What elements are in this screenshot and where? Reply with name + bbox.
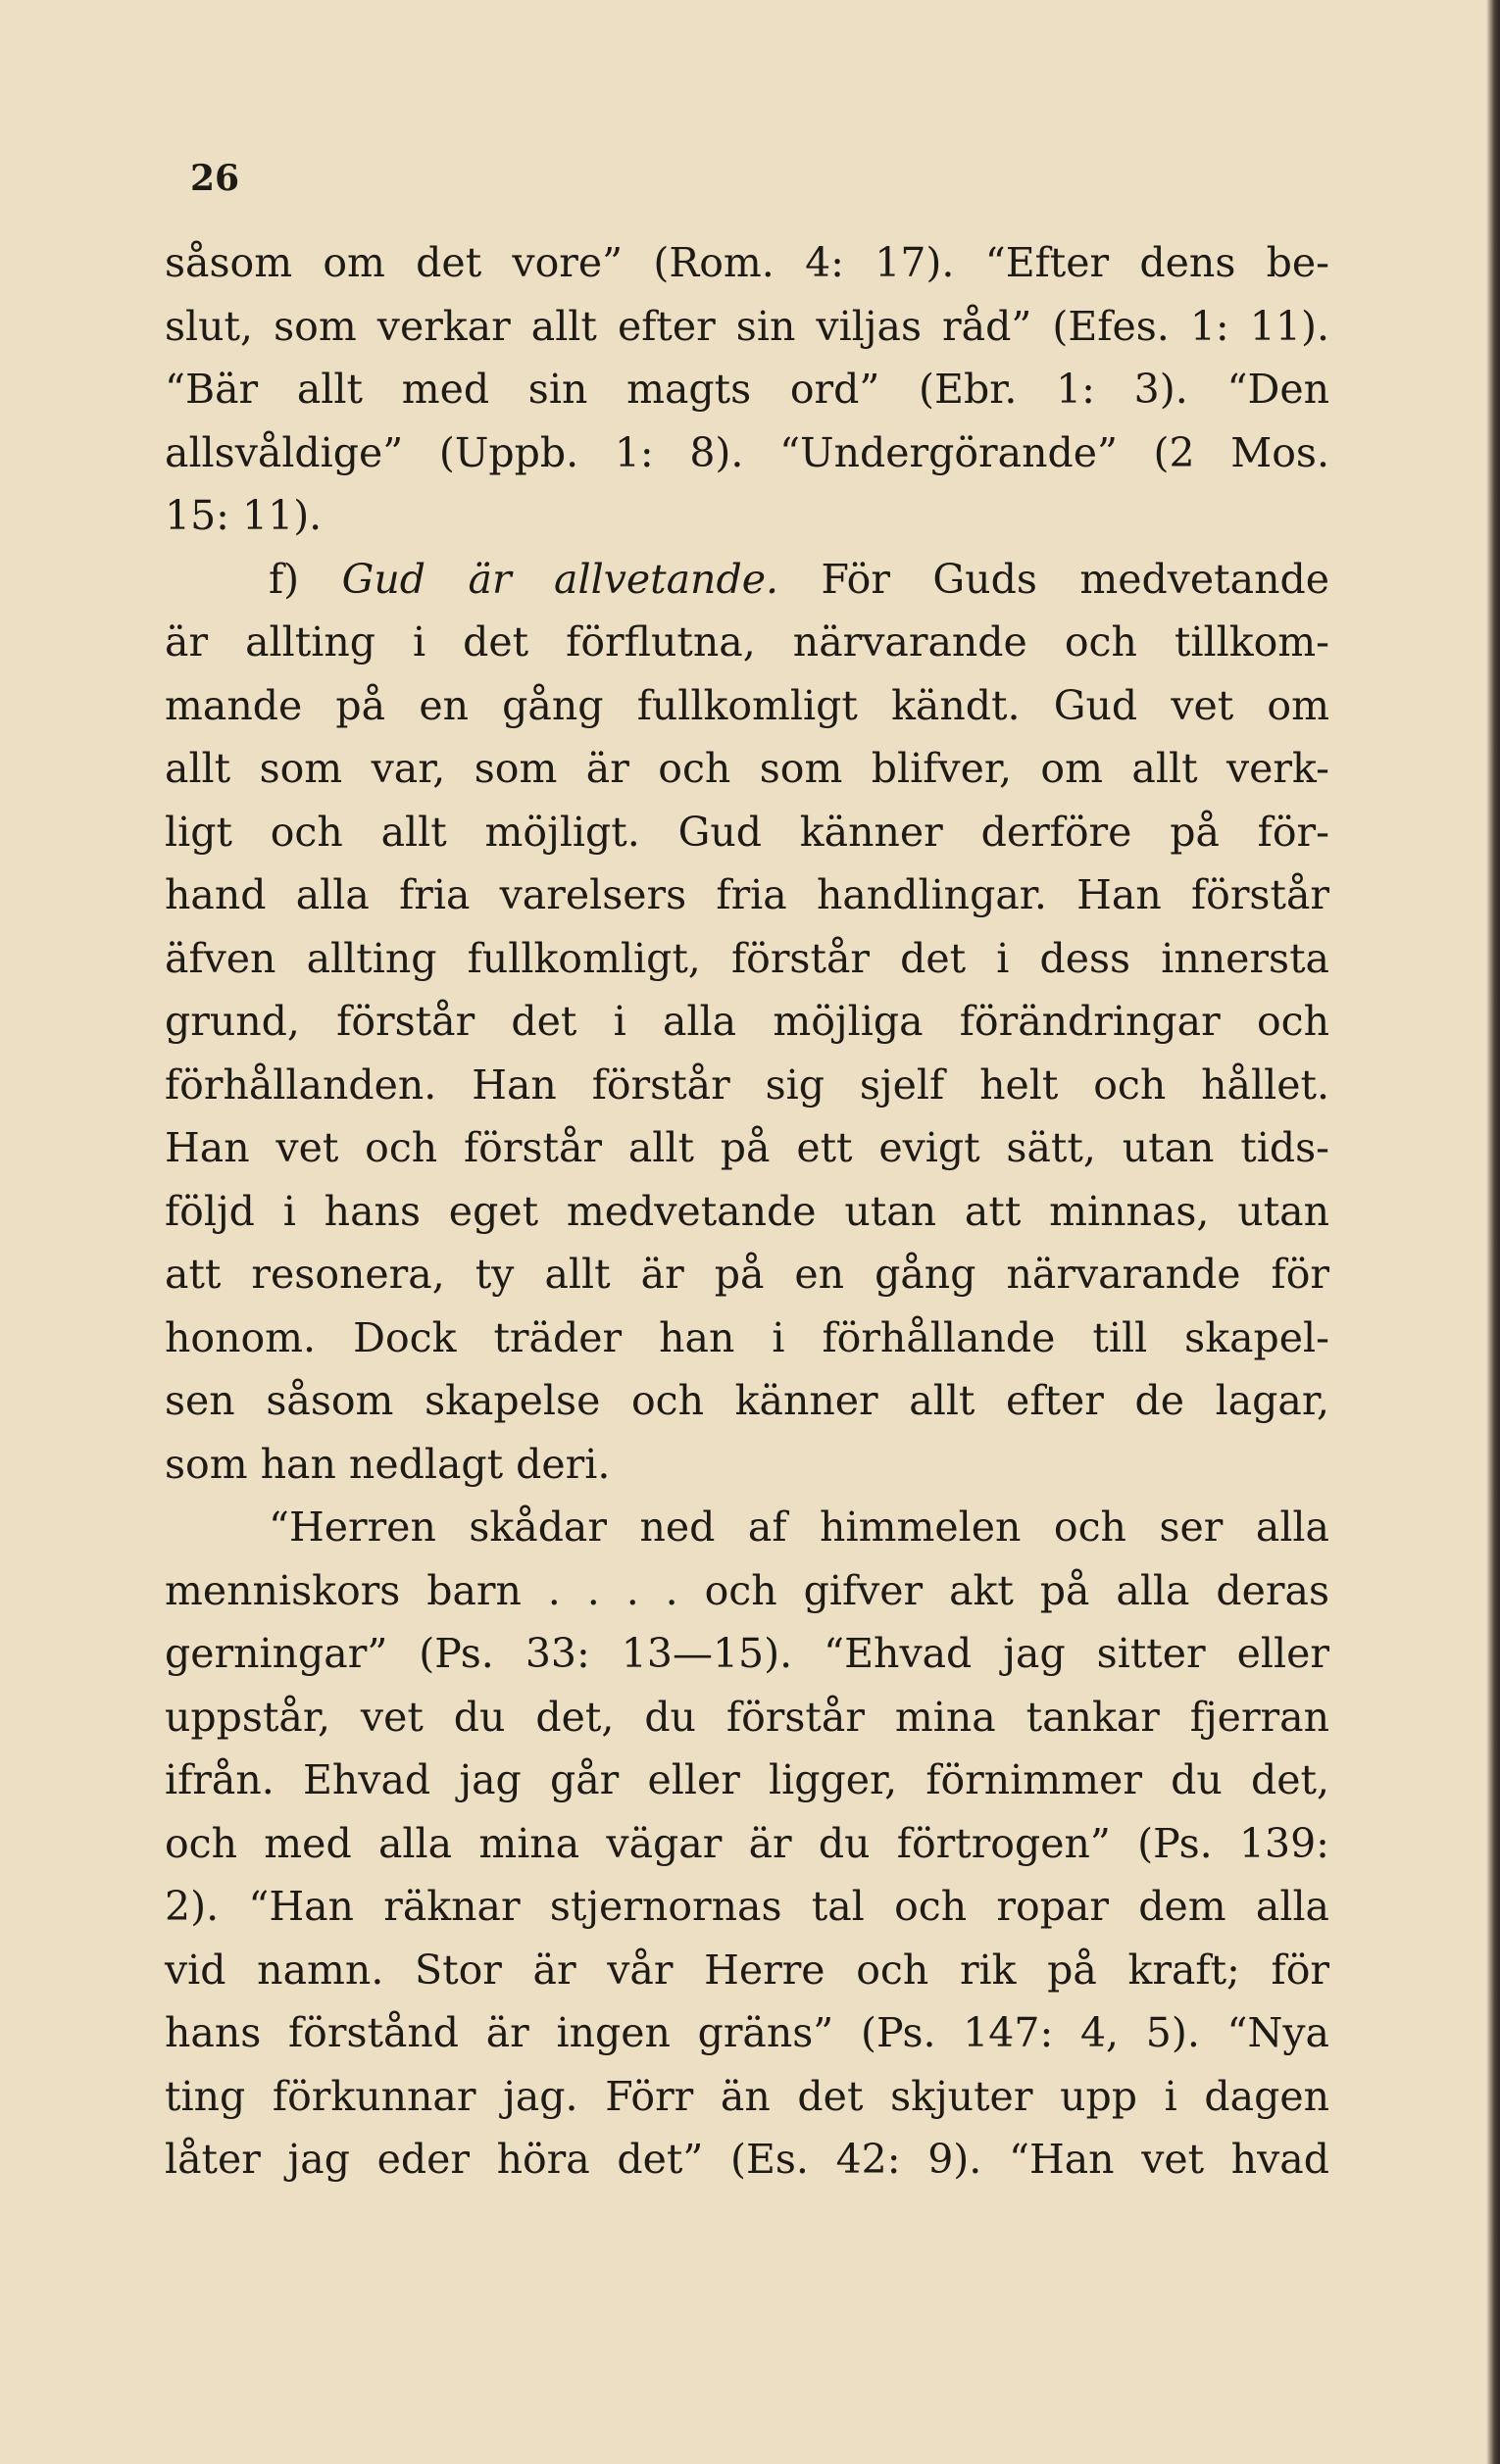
text-line: förhållanden. Han förstår sig sjelf helt och hållet. xyxy=(165,1060,1329,1109)
text-line: att resonera, ty allt är på en gång närvarande för xyxy=(165,1251,1329,1298)
text-line: hand alla fria varelsers fria handlingar. Han förstår xyxy=(165,871,1329,918)
text-line: “Bär allt med sin magts ord” (Ebr. 1: 3). “Den xyxy=(165,366,1329,413)
page-edge xyxy=(1486,0,1500,2464)
text-line: slut, som verkar allt efter sin viljas råd” (Efes. 1: 11). xyxy=(165,302,1329,350)
text-line xyxy=(165,548,1329,612)
text-line: honom. Dock träder han i förhållande till skapel- xyxy=(165,1313,1329,1361)
text-line: grund, förstår det i alla möjliga förändringar och xyxy=(165,998,1329,1045)
text-line: 2). “Han räknar stjernornas tal och ropar dem alla xyxy=(165,1883,1329,1930)
text-line: vid namn. Stor är vår Herre och rik på kraft; för xyxy=(165,1946,1329,1994)
text-line: ifrån. Ehvad jag går eller ligger, förnimmer du det, xyxy=(165,1756,1329,1803)
text-line: låter jag eder höra det” (Es. 42: 9). “Han vet hvad xyxy=(165,2136,1329,2183)
text-line: är allting i det förflutna, närvarande och tillkom- xyxy=(165,618,1329,665)
section-heading: Gud är allvetande. xyxy=(341,555,778,603)
list-marker: f) xyxy=(269,555,342,603)
text-line: uppstår, vet du det, du förstår mina tankar fjerran xyxy=(165,1693,1329,1741)
text-line: följd i hans eget medvetande utan att minnas, utan xyxy=(165,1187,1329,1235)
text-line: mande på en gång fullkomligt kändt. Gud vet om xyxy=(165,681,1329,729)
text-line: allt som var, som är och som blifver, om allt verk- xyxy=(165,745,1329,792)
text-line: äfven allting fullkomligt, förstår det i dess innersta xyxy=(165,934,1329,982)
text-line: och med alla mina vägar är du förtrogen” (Ps. 139: xyxy=(165,1819,1329,1867)
text-line: såsom om det vore” (Rom. 4: 17). “Efter dens be- xyxy=(165,239,1329,286)
text-line: “Herren skådar ned af himmelen och ser alla xyxy=(269,1503,1329,1551)
text-line: 15: 11). xyxy=(165,492,323,539)
text-line: ting förkunnar jag. Förr än det skjuter upp i dagen xyxy=(165,2072,1329,2120)
page-number: 26 xyxy=(190,158,240,199)
text-line: menniskors barn . . . . och gifver akt på alla deras xyxy=(165,1566,1329,1614)
text-line: gerningar” (Ps. 33: 13—15). “Ehvad jag sitter eller xyxy=(165,1630,1329,1677)
text-line: ligt och allt möjligt. Gud känner derföre på för- xyxy=(165,808,1329,856)
text-line: sen såsom skapelse och känner allt efter de lagar, xyxy=(165,1377,1329,1424)
text-line: som han nedlagt deri. xyxy=(165,1440,611,1488)
body-text xyxy=(165,231,1329,2192)
text-line: Han vet och förstår allt på ett evigt sätt, utan tids- xyxy=(165,1124,1329,1171)
line-text: För Guds medvetande xyxy=(778,555,1329,603)
text-line: hans förstånd är ingen gräns” (Ps. 147: 4, 5). “Nya xyxy=(165,2009,1329,2056)
text-line: allsvåldige” (Uppb. 1: 8). “Undergörande” (2 Mos. xyxy=(165,428,1329,476)
